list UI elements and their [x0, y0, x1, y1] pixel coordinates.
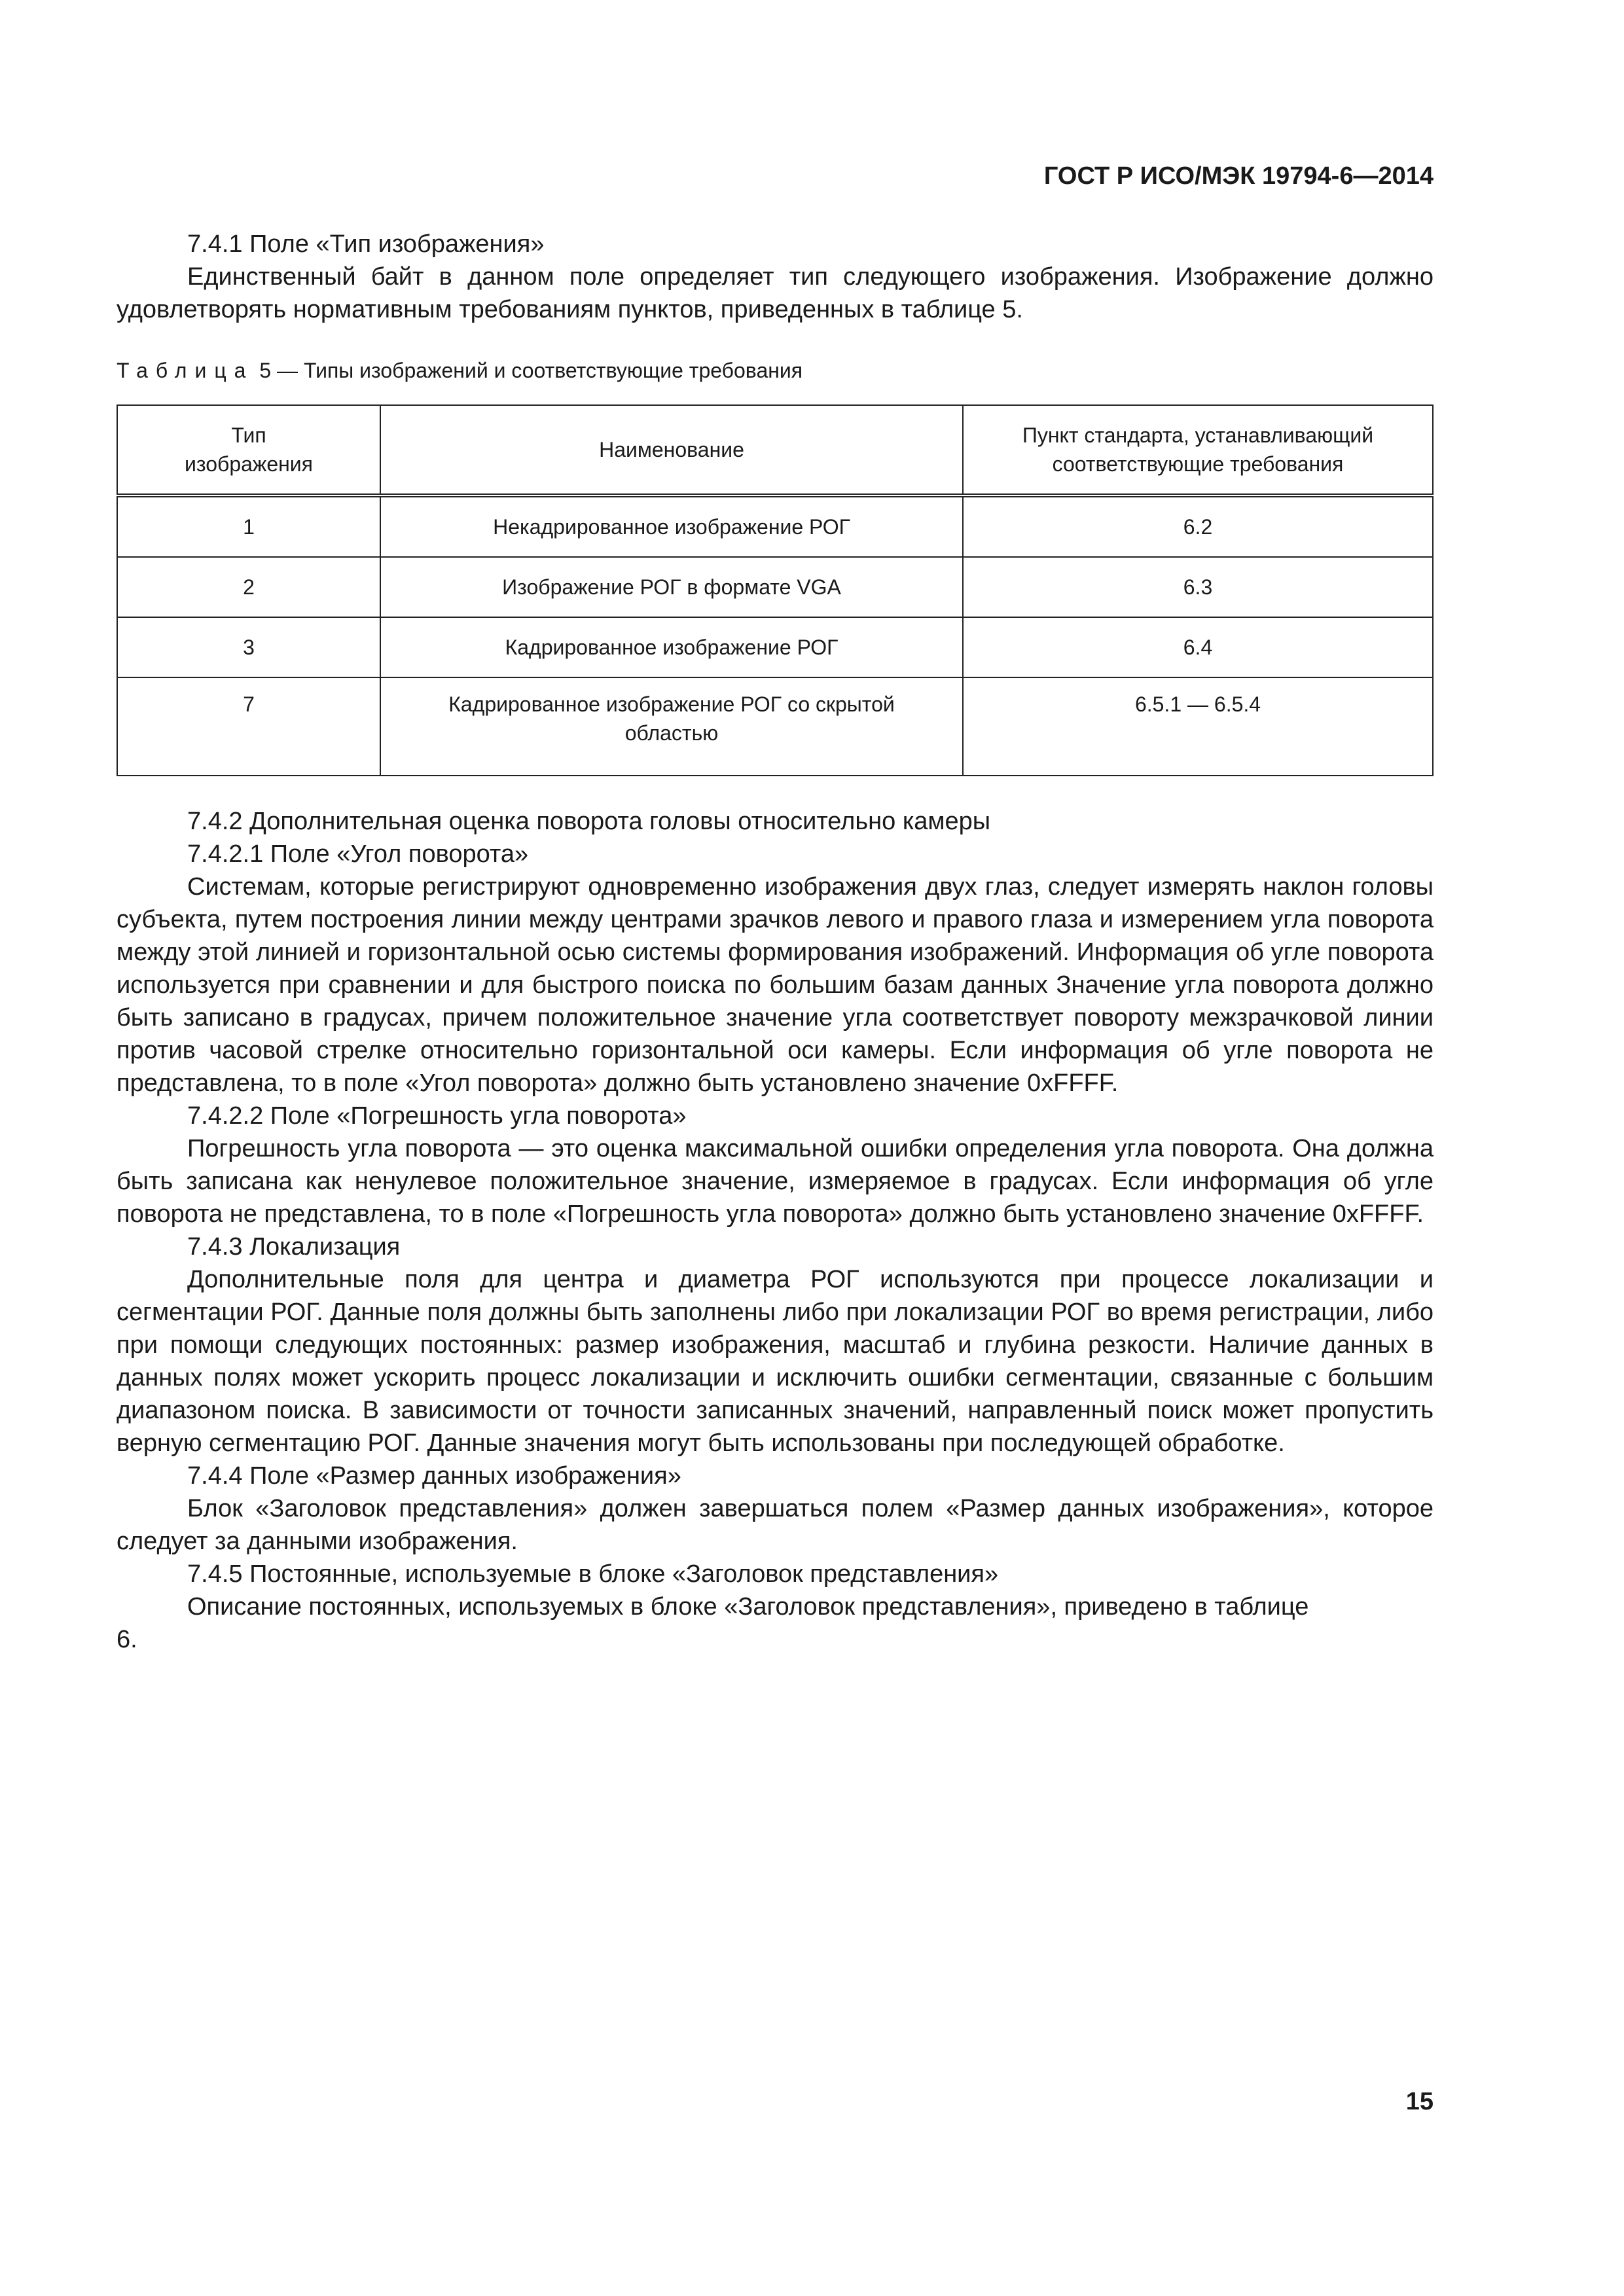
section-heading: 7.4.2 Дополнительная оценка поворота головы относительно камеры: [187, 808, 991, 835]
subsection-heading: 7.4.2.1 Поле «Угол поворота»: [187, 840, 529, 868]
section-7-4-1: [117, 228, 1434, 326]
document-page: [117, 0, 1434, 2296]
cell-clause: 6.2: [963, 495, 1433, 557]
cell-name: Кадрированное изображение РОГ со скрытой областью: [380, 677, 963, 776]
table-row: [117, 557, 1433, 617]
table-row: [117, 495, 1433, 557]
paragraph-end: 6.: [117, 1626, 137, 1653]
cell-clause: 6.3: [963, 557, 1433, 617]
cell-type: 3: [117, 617, 380, 677]
cell-type: 7: [117, 677, 380, 776]
paragraph: Описание постоянных, используемых в блоке «Заголовок представления», приведено в таблице: [187, 1593, 1309, 1621]
section-heading: 7.4.4 Поле «Размер данных изображения»: [187, 1462, 681, 1490]
column-header-type: Тип изображения: [117, 405, 380, 495]
paragraph: Системам, которые регистрируют одновременно изображения двух глаз, следует измерять наклон головы субъекта, путем построения линии между центрами зрачков левого и правого глаза и измерением угла поворота между этой линией и горизонтальной осью системы формирования изображений. Информация об угле поворота используется при сравнении и для быстрого поиска по большим базам данных Значение угла поворота должно быть записано в градусах, причем положительное значение угла соответствует повороту межзрачковой линии против часовой стрелке относительно горизонтальной оси камеры. Если информация об угле поворота не представлена, то в поле «Угол поворота» должно быть установлено значение 0xFFFF.: [117, 873, 1434, 1097]
section-heading: 7.4.5 Постоянные, используемые в блоке «Заголовок представления»: [187, 1560, 999, 1588]
section-heading: 7.4.3 Локализация: [187, 1233, 401, 1261]
column-header-name: Наименование: [380, 405, 963, 495]
cell-type: 2: [117, 557, 380, 617]
cell-clause: 6.4: [963, 617, 1433, 677]
table-row: [117, 677, 1433, 776]
paragraph: Блок «Заголовок представления» должен завершаться полем «Размер данных изображения», которое следует за данными изображения.: [117, 1495, 1434, 1555]
image-types-table: [117, 404, 1434, 776]
table-caption-text: 5 — Типы изображений и соответствующие требования: [259, 359, 803, 382]
cell-name: Некадрированное изображение РОГ: [380, 495, 963, 557]
paragraph: Дополнительные поля для центра и диаметра РОГ используются при процессе локализации и сегментации РОГ. Данные поля должны быть заполнены либо при локализации РОГ во время регистрации, либо при помощи следующих постоянных: размер изображения, масштаб и глубина резкости. Наличие данных в данных полях может ускорить процесс локализации и исключить ошибки сегментации, связанные с большим диапазоном поиска. В зависимости от точности записанных значений, направленный поиск может пропустить верную сегментацию РОГ. Данные значения могут быть использованы при последующей обработке.: [117, 1266, 1434, 1457]
subsection-heading: 7.4.2.2 Поле «Погрешность угла поворота»: [187, 1102, 687, 1130]
cell-name: Изображение РОГ в формате VGA: [380, 557, 963, 617]
table-header-row: [117, 405, 1433, 495]
cell-name: Кадрированное изображение РОГ: [380, 617, 963, 677]
document-code-header: ГОСТ Р ИСО/МЭК 19794-6—2014: [1043, 162, 1434, 190]
table-row: [117, 617, 1433, 677]
table-caption-prefix: Таблица: [117, 359, 254, 382]
cell-type: 1: [117, 495, 380, 557]
page-number: 15: [1405, 2088, 1434, 2115]
column-header-clause: Пункт стандарта, устанавливающий соответствующие требования: [963, 405, 1433, 495]
section-heading: 7.4.1 Поле «Тип изображения»: [187, 230, 545, 258]
paragraph: Единственный байт в данном поле определяет тип следующего изображения. Изображение должно удовлетворять нормативным требованиям пунктов, приведенных в таблице 5.: [117, 263, 1434, 323]
body-text: [117, 805, 1434, 1656]
paragraph: Погрешность угла поворота — это оценка максимальной ошибки определения угла поворота. Она должна быть записана как ненулевое положительное значение, измеряемое в градусах. Если информация об угле поворота не представлена, то в поле «Погрешность угла поворота» должно быть установлено значение 0xFFFF.: [117, 1135, 1434, 1228]
table-caption: [117, 359, 803, 383]
cell-clause: 6.5.1 — 6.5.4: [963, 677, 1433, 776]
